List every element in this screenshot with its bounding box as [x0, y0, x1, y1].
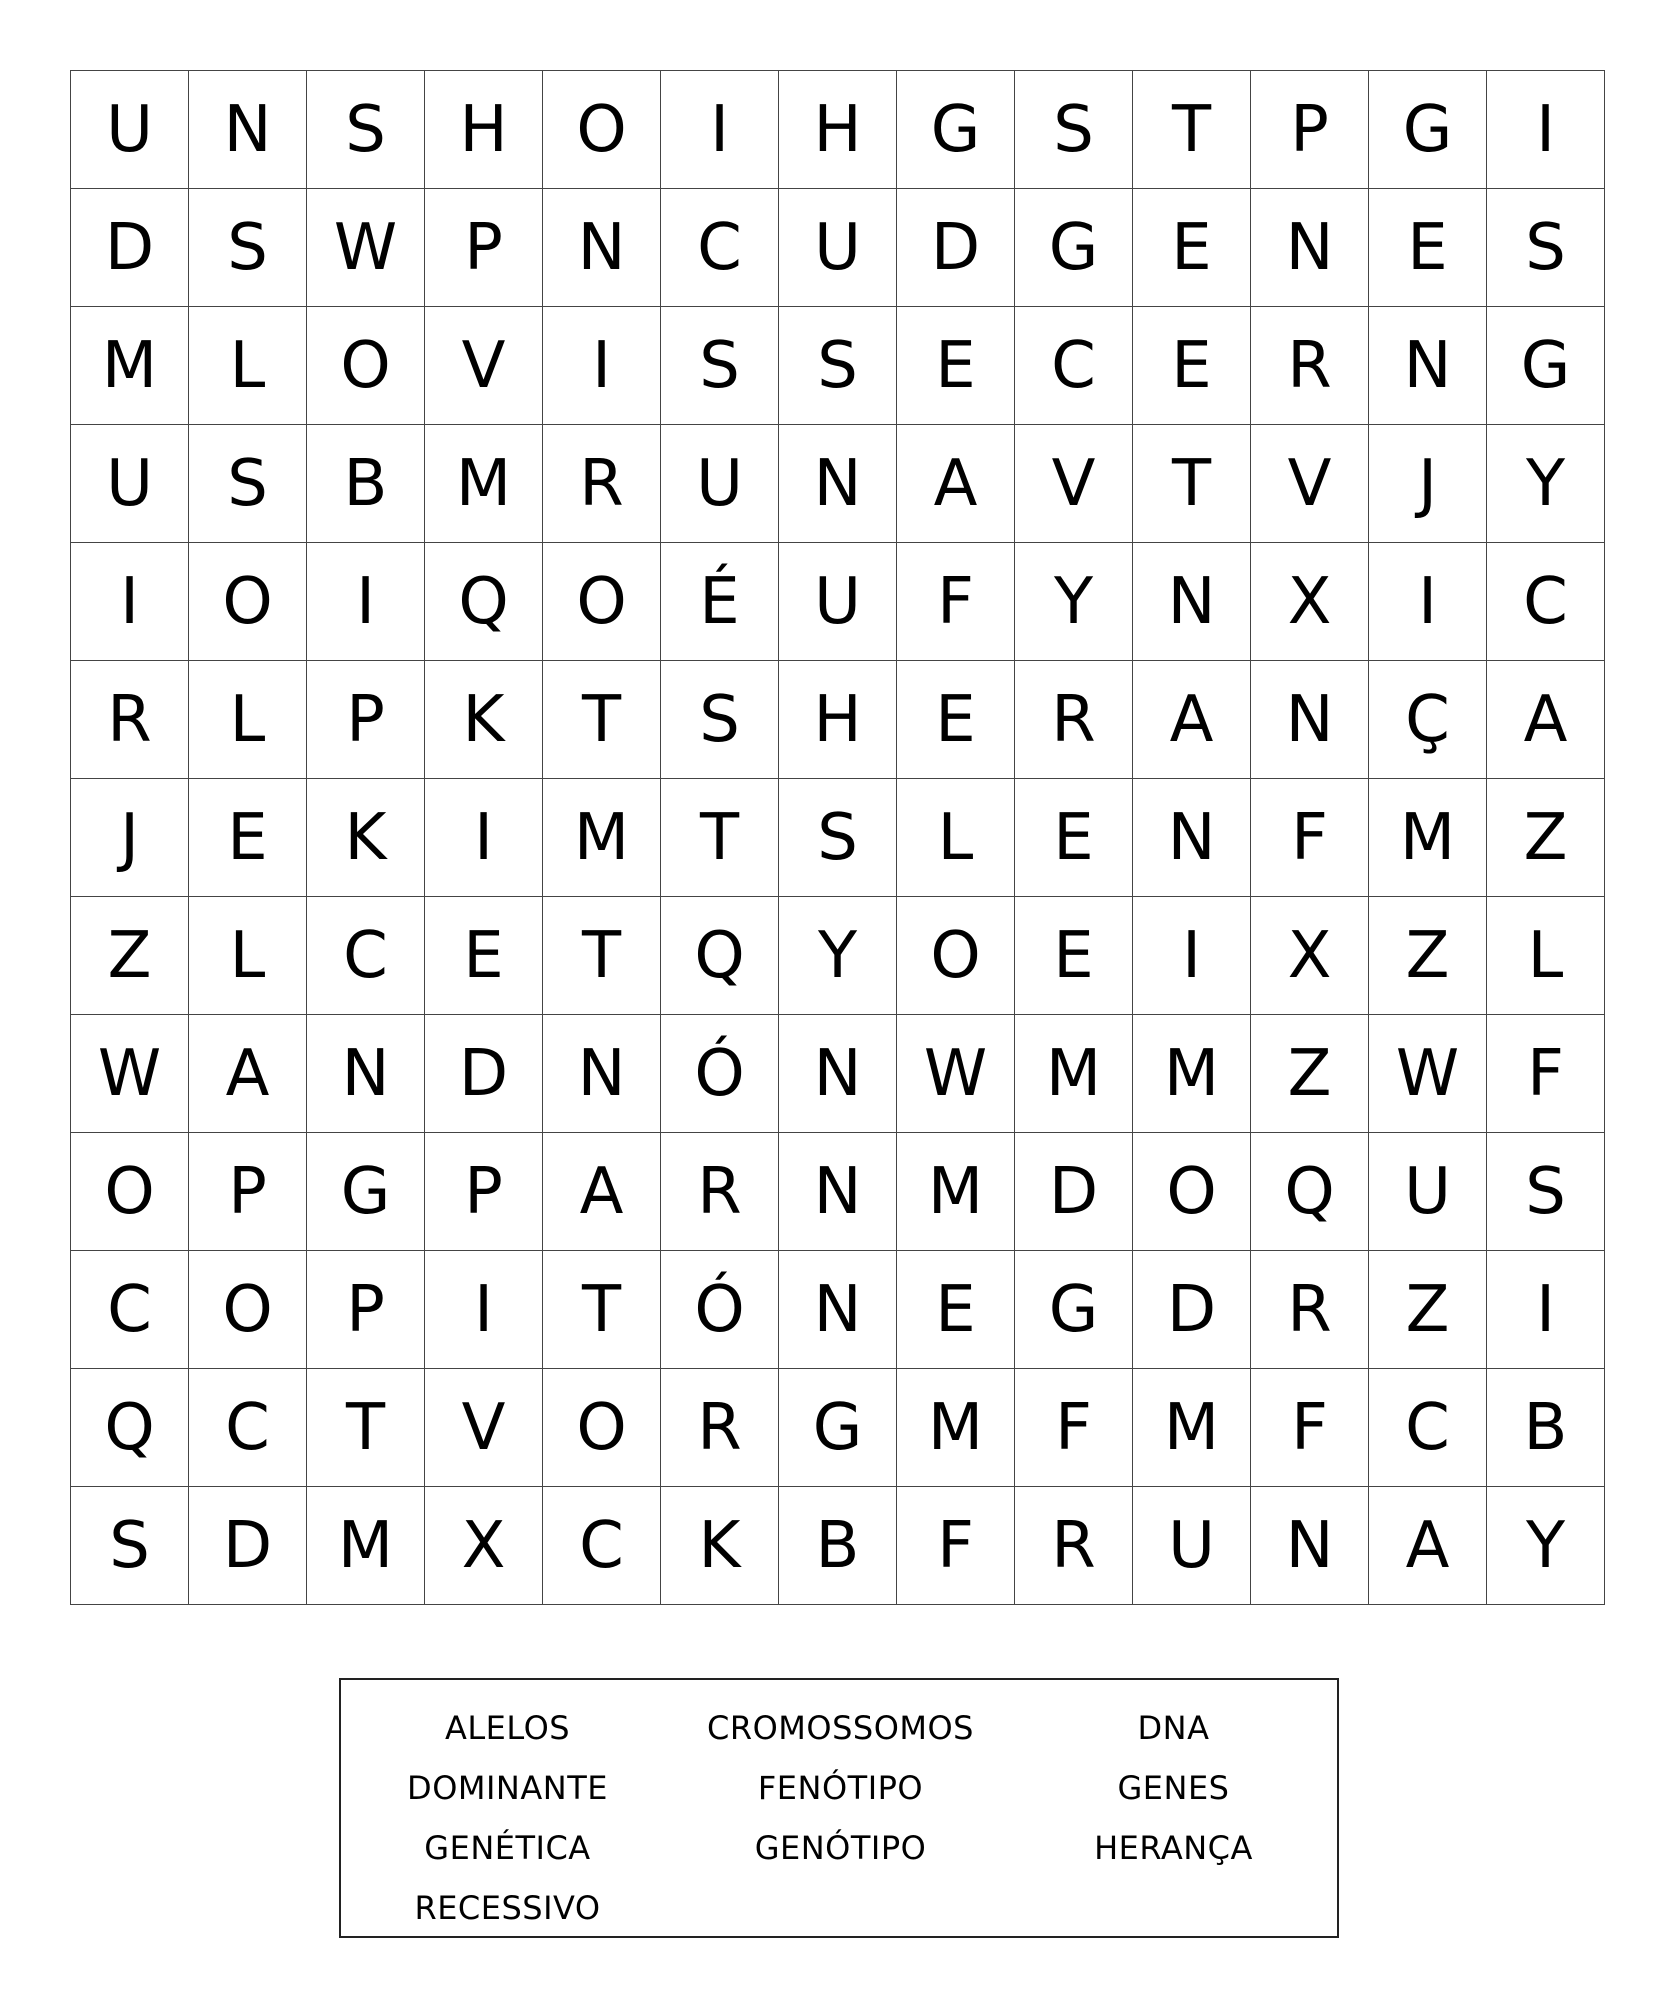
grid-cell[interactable]: Z: [71, 897, 189, 1015]
grid-cell[interactable]: N: [779, 1251, 897, 1369]
grid-cell[interactable]: A: [543, 1133, 661, 1251]
grid-cell[interactable]: F: [1251, 1369, 1369, 1487]
grid-cell[interactable]: M: [1369, 779, 1487, 897]
grid-cell[interactable]: M: [543, 779, 661, 897]
grid-cell[interactable]: S: [661, 661, 779, 779]
grid-cell[interactable]: G: [1487, 307, 1605, 425]
grid-cell[interactable]: L: [189, 307, 307, 425]
grid-cell[interactable]: Y: [1487, 425, 1605, 543]
grid-cell[interactable]: A: [189, 1015, 307, 1133]
grid-cell[interactable]: M: [307, 1487, 425, 1605]
grid-cell[interactable]: O: [543, 1369, 661, 1487]
grid-cell[interactable]: Z: [1251, 1015, 1369, 1133]
grid-cell[interactable]: I: [71, 543, 189, 661]
grid-cell[interactable]: F: [1487, 1015, 1605, 1133]
grid-cell[interactable]: E: [1015, 897, 1133, 1015]
grid-cell[interactable]: O: [543, 543, 661, 661]
grid-cell[interactable]: C: [1015, 307, 1133, 425]
word-item: ALELOS: [444, 1709, 571, 1747]
word-list-column-3: [1007, 1698, 1340, 1878]
grid-cell[interactable]: K: [661, 1487, 779, 1605]
grid-cell[interactable]: I: [543, 307, 661, 425]
grid-cell[interactable]: A: [897, 425, 1015, 543]
grid-cell[interactable]: I: [1487, 1251, 1605, 1369]
grid-cell[interactable]: I: [661, 71, 779, 189]
grid-cell[interactable]: O: [189, 1251, 307, 1369]
grid-cell[interactable]: I: [425, 1251, 543, 1369]
grid-cell[interactable]: N: [1251, 1487, 1369, 1605]
grid-cell[interactable]: S: [71, 1487, 189, 1605]
grid-cell[interactable]: M: [897, 1369, 1015, 1487]
word-item: CROMOSSOMOS: [707, 1709, 974, 1747]
grid-cell[interactable]: D: [425, 1015, 543, 1133]
grid-cell[interactable]: U: [661, 425, 779, 543]
grid-cell[interactable]: C: [307, 897, 425, 1015]
grid-cell[interactable]: R: [1251, 1251, 1369, 1369]
grid-cell[interactable]: P: [425, 189, 543, 307]
grid-cell[interactable]: B: [1487, 1369, 1605, 1487]
grid-cell[interactable]: T: [543, 897, 661, 1015]
grid-cell[interactable]: S: [779, 307, 897, 425]
grid-cell[interactable]: M: [1015, 1015, 1133, 1133]
grid-cell[interactable]: D: [897, 189, 1015, 307]
grid-cell[interactable]: S: [1487, 1133, 1605, 1251]
grid-cell[interactable]: U: [71, 425, 189, 543]
grid-cell[interactable]: C: [543, 1487, 661, 1605]
grid-cell[interactable]: B: [779, 1487, 897, 1605]
grid-cell[interactable]: R: [1251, 307, 1369, 425]
grid-cell[interactable]: C: [661, 189, 779, 307]
grid-cell[interactable]: W: [897, 1015, 1015, 1133]
grid-cell[interactable]: T: [543, 661, 661, 779]
grid-cell[interactable]: W: [1369, 1015, 1487, 1133]
grid-cell[interactable]: N: [1369, 307, 1487, 425]
grid-cell[interactable]: T: [307, 1369, 425, 1487]
grid-cell[interactable]: D: [1133, 1251, 1251, 1369]
grid-cell[interactable]: S: [1487, 189, 1605, 307]
word-item: GENÉTICA: [424, 1829, 591, 1867]
grid-cell[interactable]: O: [307, 307, 425, 425]
grid-cell[interactable]: F: [897, 1487, 1015, 1605]
grid-cell[interactable]: Q: [1251, 1133, 1369, 1251]
grid-cell[interactable]: R: [661, 1369, 779, 1487]
grid-cell[interactable]: F: [1251, 779, 1369, 897]
grid-cell[interactable]: L: [1487, 897, 1605, 1015]
grid-cell[interactable]: P: [189, 1133, 307, 1251]
word-item: DNA: [1137, 1709, 1210, 1747]
grid-cell[interactable]: N: [779, 1015, 897, 1133]
grid-cell[interactable]: E: [189, 779, 307, 897]
word-item: GENES: [1117, 1769, 1230, 1807]
word-list-column-1: [341, 1698, 674, 1938]
grid-cell[interactable]: M: [897, 1133, 1015, 1251]
grid-cell[interactable]: N: [1133, 779, 1251, 897]
grid-cell[interactable]: E: [1133, 189, 1251, 307]
grid-cell[interactable]: O: [189, 543, 307, 661]
grid-cell[interactable]: Q: [71, 1369, 189, 1487]
grid-cell[interactable]: N: [1251, 661, 1369, 779]
grid-cell[interactable]: S: [779, 779, 897, 897]
grid-cell[interactable]: V: [425, 307, 543, 425]
word-list-box: [339, 1678, 1339, 1938]
grid-cell[interactable]: Ó: [661, 1015, 779, 1133]
grid-cell[interactable]: E: [897, 661, 1015, 779]
grid-cell[interactable]: S: [1015, 71, 1133, 189]
word-item: GENÓTIPO: [754, 1829, 927, 1867]
grid-cell[interactable]: K: [307, 779, 425, 897]
grid-cell[interactable]: N: [543, 189, 661, 307]
grid-cell[interactable]: S: [307, 71, 425, 189]
grid-cell[interactable]: U: [71, 71, 189, 189]
grid-cell[interactable]: N: [189, 71, 307, 189]
grid-cell[interactable]: Y: [1015, 543, 1133, 661]
grid-cell[interactable]: C: [189, 1369, 307, 1487]
grid-cell[interactable]: M: [425, 425, 543, 543]
grid-cell[interactable]: S: [189, 425, 307, 543]
grid-cell[interactable]: B: [307, 425, 425, 543]
grid-cell[interactable]: F: [897, 543, 1015, 661]
grid-cell[interactable]: I: [1369, 543, 1487, 661]
grid-cell[interactable]: T: [1133, 71, 1251, 189]
grid-cell[interactable]: P: [307, 1251, 425, 1369]
grid-cell[interactable]: I: [425, 779, 543, 897]
grid-cell[interactable]: U: [1369, 1133, 1487, 1251]
grid-cell[interactable]: C: [1369, 1369, 1487, 1487]
grid-cell[interactable]: A: [1369, 1487, 1487, 1605]
grid-cell[interactable]: D: [71, 189, 189, 307]
grid-cell[interactable]: G: [1015, 189, 1133, 307]
grid-cell[interactable]: Z: [1487, 779, 1605, 897]
grid-cell[interactable]: I: [1133, 897, 1251, 1015]
grid-cell[interactable]: J: [71, 779, 189, 897]
grid-cell[interactable]: R: [1015, 661, 1133, 779]
grid-cell[interactable]: O: [897, 897, 1015, 1015]
grid-cell[interactable]: T: [543, 1251, 661, 1369]
grid-cell[interactable]: X: [425, 1487, 543, 1605]
grid-cell[interactable]: Z: [1369, 897, 1487, 1015]
word-search-grid: [70, 70, 1605, 1605]
grid-cell[interactable]: N: [307, 1015, 425, 1133]
grid-cell[interactable]: T: [1133, 425, 1251, 543]
grid-cell[interactable]: Ó: [661, 1251, 779, 1369]
grid-cell[interactable]: M: [1133, 1015, 1251, 1133]
grid-cell[interactable]: W: [71, 1015, 189, 1133]
grid-cell[interactable]: S: [189, 189, 307, 307]
grid-cell[interactable]: E: [897, 1251, 1015, 1369]
grid-cell[interactable]: D: [1015, 1133, 1133, 1251]
grid-cell[interactable]: M: [1133, 1369, 1251, 1487]
word-item: HERANÇA: [1094, 1829, 1253, 1867]
grid-cell[interactable]: U: [779, 543, 897, 661]
grid-cell[interactable]: E: [1133, 307, 1251, 425]
grid-cell[interactable]: E: [897, 307, 1015, 425]
grid-cell[interactable]: R: [71, 661, 189, 779]
grid-cell[interactable]: C: [1487, 543, 1605, 661]
grid-cell[interactable]: L: [189, 661, 307, 779]
grid-cell[interactable]: P: [425, 1133, 543, 1251]
grid-cell[interactable]: U: [1133, 1487, 1251, 1605]
grid-cell[interactable]: N: [543, 1015, 661, 1133]
grid-cell[interactable]: V: [1251, 425, 1369, 543]
grid-cell[interactable]: A: [1133, 661, 1251, 779]
grid-cell[interactable]: R: [1015, 1487, 1133, 1605]
grid-cell[interactable]: N: [1133, 543, 1251, 661]
grid-cell[interactable]: Y: [779, 897, 897, 1015]
grid-cell[interactable]: S: [661, 307, 779, 425]
grid-cell[interactable]: G: [307, 1133, 425, 1251]
grid-cell[interactable]: I: [1487, 71, 1605, 189]
grid-cell[interactable]: Y: [1487, 1487, 1605, 1605]
grid-cell[interactable]: V: [1015, 425, 1133, 543]
grid-cell[interactable]: X: [1251, 543, 1369, 661]
grid-cell[interactable]: G: [897, 71, 1015, 189]
grid-cell[interactable]: H: [779, 661, 897, 779]
grid-cell[interactable]: X: [1251, 897, 1369, 1015]
grid-cell[interactable]: E: [425, 897, 543, 1015]
grid-cell[interactable]: D: [189, 1487, 307, 1605]
grid-cell[interactable]: Q: [661, 897, 779, 1015]
word-list-column-2: [674, 1698, 1007, 1878]
grid-cell[interactable]: G: [1015, 1251, 1133, 1369]
grid-cell[interactable]: K: [425, 661, 543, 779]
grid-cell[interactable]: E: [1015, 779, 1133, 897]
grid-cell[interactable]: C: [71, 1251, 189, 1369]
grid-cell[interactable]: R: [543, 425, 661, 543]
word-item: DOMINANTE: [407, 1769, 608, 1807]
grid-cell[interactable]: A: [1487, 661, 1605, 779]
grid-cell[interactable]: N: [779, 1133, 897, 1251]
grid-cell[interactable]: N: [779, 425, 897, 543]
grid-cell[interactable]: W: [307, 189, 425, 307]
grid-cell[interactable]: O: [71, 1133, 189, 1251]
grid-cell[interactable]: F: [1015, 1369, 1133, 1487]
grid-cell[interactable]: V: [425, 1369, 543, 1487]
grid-cell[interactable]: Z: [1369, 1251, 1487, 1369]
grid-cell[interactable]: H: [779, 71, 897, 189]
word-item: RECESSIVO: [414, 1889, 601, 1927]
grid-cell[interactable]: Q: [425, 543, 543, 661]
grid-cell[interactable]: L: [897, 779, 1015, 897]
grid-cell[interactable]: H: [425, 71, 543, 189]
grid-cell[interactable]: P: [307, 661, 425, 779]
grid-cell[interactable]: J: [1369, 425, 1487, 543]
grid-cell[interactable]: G: [1369, 71, 1487, 189]
grid-cell[interactable]: E: [1369, 189, 1487, 307]
grid-cell[interactable]: N: [1251, 189, 1369, 307]
grid-cell[interactable]: Ç: [1369, 661, 1487, 779]
grid-cell[interactable]: G: [779, 1369, 897, 1487]
grid-cell[interactable]: O: [543, 71, 661, 189]
grid-cell[interactable]: T: [661, 779, 779, 897]
grid-cell[interactable]: É: [661, 543, 779, 661]
grid-cell[interactable]: R: [661, 1133, 779, 1251]
grid-cell[interactable]: P: [1251, 71, 1369, 189]
word-item: FENÓTIPO: [757, 1769, 924, 1807]
grid-cell[interactable]: L: [189, 897, 307, 1015]
grid-cell[interactable]: I: [307, 543, 425, 661]
grid-cell[interactable]: O: [1133, 1133, 1251, 1251]
grid-cell[interactable]: U: [779, 189, 897, 307]
grid-cell[interactable]: M: [71, 307, 189, 425]
